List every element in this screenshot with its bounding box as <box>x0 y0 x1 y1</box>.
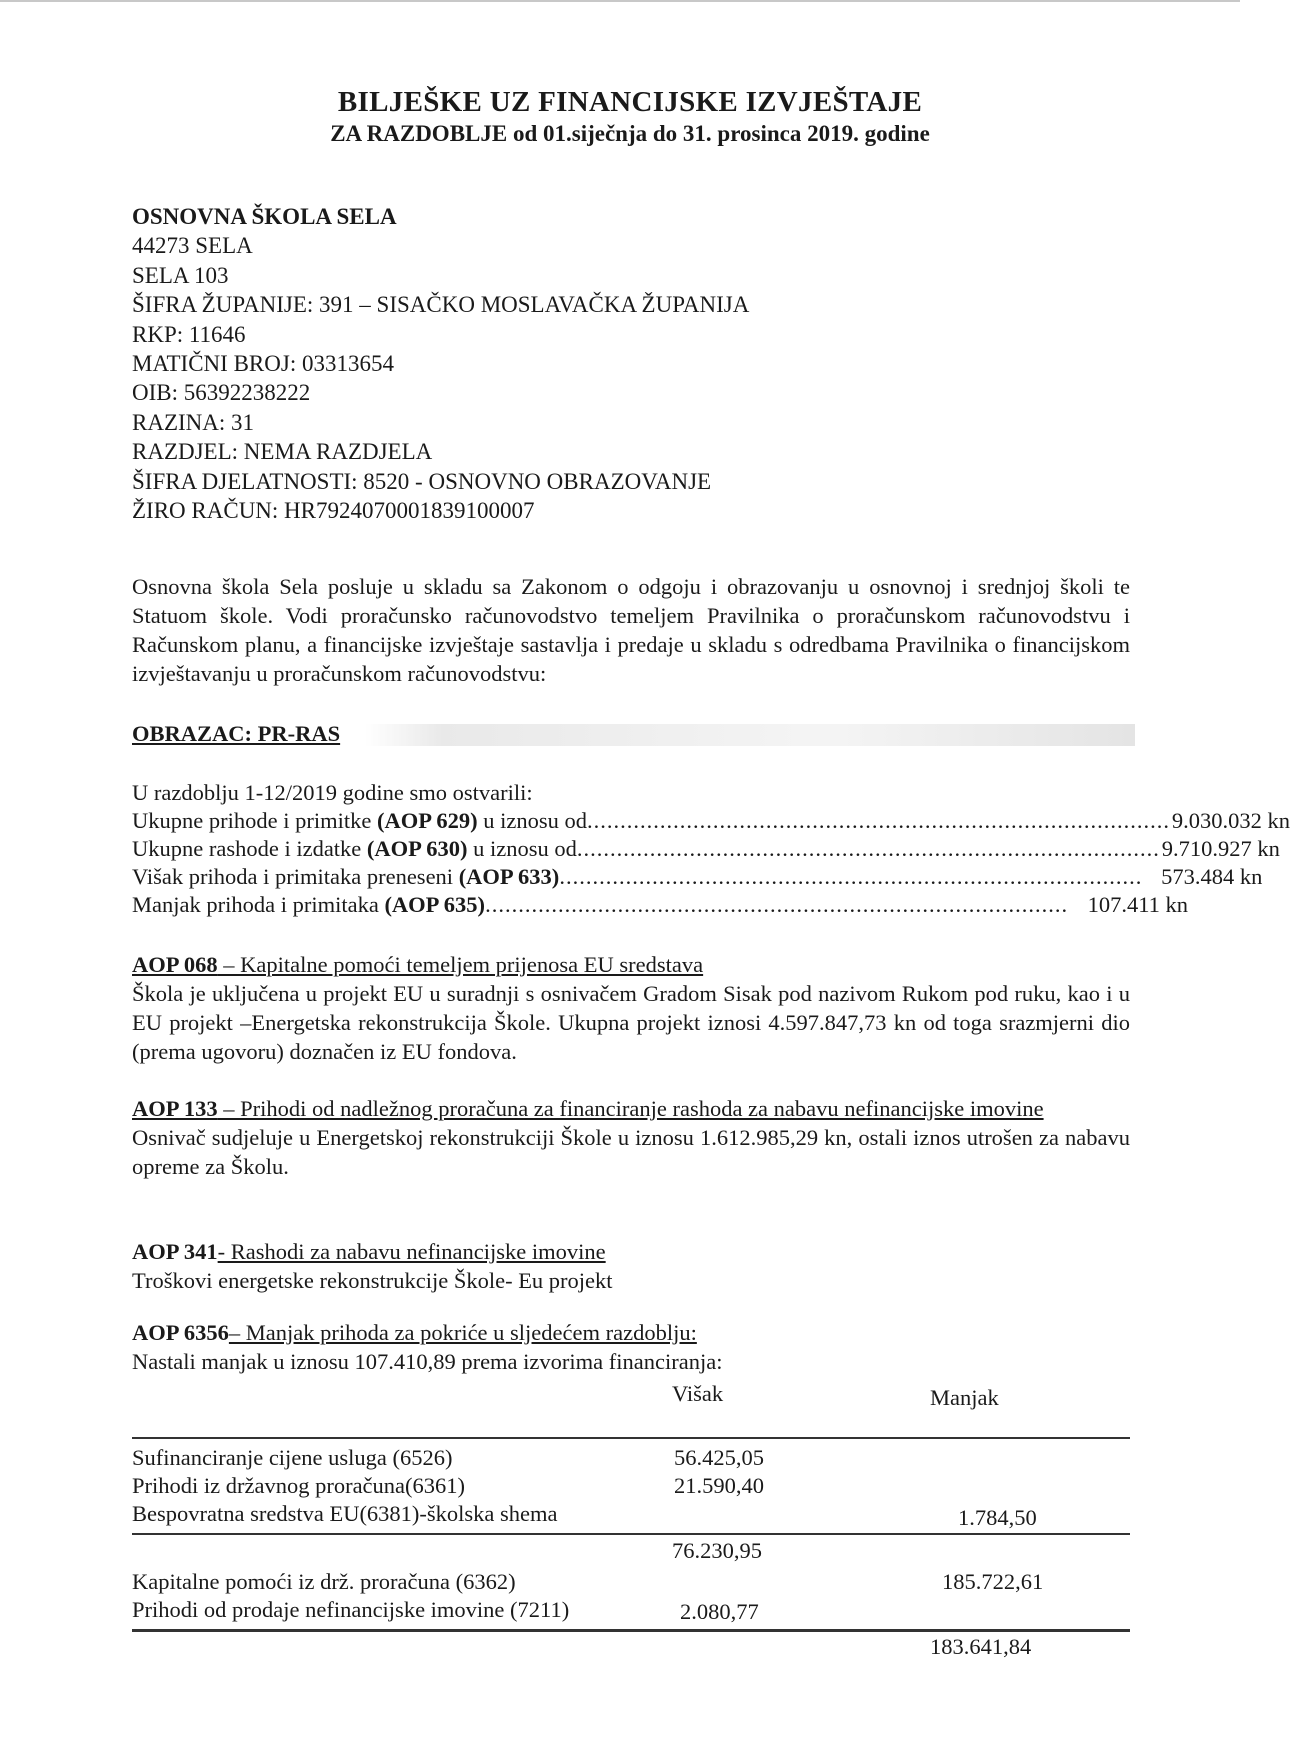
scan-smudge <box>365 724 1135 746</box>
summary-aop: (AOP 630) <box>366 836 468 861</box>
aop341-text: Troškovi energetske rekonstrukcije Škole- Eu projekt <box>132 1268 613 1293</box>
aop6356-code: AOP 6356 <box>132 1320 229 1345</box>
table-cell-manjak: 1.784,50 <box>958 1505 1037 1530</box>
dot-leader: ........................................................................................ <box>559 864 1143 889</box>
aop341-section <box>132 1237 1130 1295</box>
school-info-line: 44273 SELA <box>132 233 253 259</box>
summary-row <box>132 807 1290 835</box>
total-manjak: 183.641,84 <box>930 1634 1032 1659</box>
school-info-line: RAZINA: 31 <box>132 409 255 435</box>
dot-leader: ........................................................................................ <box>576 836 1160 861</box>
school-info-line: MATIČNI BROJ: 03313654 <box>132 351 394 377</box>
aop133-code: AOP 133 <box>132 1096 218 1121</box>
school-info-line: ŠIFRA DJELATNOSTI: 8520 - OSNOVNO OBRAZOVANJE <box>132 468 712 494</box>
summary-value: 107.411 kn <box>1087 892 1189 917</box>
intro-text: Osnovna škola Sela posluje u skladu sa Zakonom o odgoju i obrazovanju u osnovnoj i srednjoj školi te Statuom škole. Vodi proračunsko računovodstvo temeljem Pravilnika o proračunskom računovodstvu i Računskom planu, a financijske izvještaje sastavlja i predaje u skladu s odredbama Pravilnika o financijskom izvještavanju u proračunskom računovodstvu: <box>132 574 1130 686</box>
aop068-heading <box>132 950 1130 979</box>
aop133-title: – Prihodi od nadležnog proračuna za financiranje rashoda za nabavu nefinancijske imovine <box>217 1096 1044 1121</box>
summary-label-suffix: u iznosu od <box>477 808 587 833</box>
table-row-label: Prihodi iz državnog proračuna(6361) <box>132 1473 466 1498</box>
summary-label: Višak prihoda i primitaka preneseni <box>132 864 459 889</box>
table-cell-visak: 21.590,40 <box>674 1473 764 1498</box>
summary-label: Ukupne rashode i izdatke <box>132 836 367 861</box>
table-row-label: Prihodi od prodaje nefinancijske imovine (7211) <box>132 1597 570 1622</box>
col-header-manjak: Manjak <box>930 1385 999 1410</box>
subtotal-visak: 76.230,95 <box>672 1538 762 1563</box>
summary-aop: (AOP 635) <box>384 892 486 917</box>
aop068-code: AOP 068 <box>132 952 218 977</box>
table-row-label: Bespovratna sredstva EU(6381)-školska shema <box>132 1501 558 1526</box>
table-cell-manjak: 185.722,61 <box>942 1569 1044 1594</box>
aop6356-section <box>132 1318 1130 1376</box>
dot-leader: ........................................................................................ <box>586 808 1170 833</box>
summary-intro: U razdoblju 1-12/2019 godine smo ostvarili: <box>132 780 533 805</box>
summary-label: Manjak prihoda i primitaka <box>132 892 385 917</box>
aop341-heading <box>132 1237 1130 1266</box>
aop341-code: AOP 341 <box>132 1239 218 1264</box>
intro-paragraph <box>132 572 1130 688</box>
summary-label: Ukupne prihode i primitke <box>132 808 377 833</box>
aop6356-title: – Manjak prihoda za pokriće u sljedećem razdoblju: <box>228 1320 697 1345</box>
table-bottom-rule <box>132 1629 1130 1632</box>
school-info-line: RAZDJEL: NEMA RAZDJELA <box>132 439 433 465</box>
table-row-label: Kapitalne pomoći iz drž. proračuna (6362) <box>132 1569 516 1594</box>
summary-value: 9.710.927 kn <box>1161 836 1280 861</box>
document-subtitle: ZA RAZDOBLJE od 01.siječnja do 31. prosinca 2019. godine <box>330 121 930 146</box>
summary-row <box>132 835 1280 863</box>
aop068-title: – Kapitalne pomoći temeljem prijenosa EU sredstava <box>217 952 704 977</box>
aop133-text: Osnivač sudjeluje u Energetskoj rekonstrukciji Škole u iznosu 1.612.985,29 kn, ostali iznos utrošen za nabavu opreme za Školu. <box>132 1125 1130 1179</box>
summary-value: 573.484 kn <box>1161 864 1263 889</box>
summary-row <box>132 863 1263 891</box>
document-title: BILJEŠKE UZ FINANCIJSKE IZVJEŠTAJE <box>337 86 923 118</box>
page-top-edge <box>0 0 1240 2</box>
school-info-line: OIB: 56392238222 <box>132 380 311 406</box>
summary-label-suffix: u iznosu od <box>467 836 577 861</box>
school-info-block <box>132 202 749 525</box>
school-info-line: ŠIFRA ŽUPANIJE: 391 – SISAČKO MOSLAVAČKA ŽUPANIJA <box>132 292 750 318</box>
aop6356-heading <box>132 1318 1130 1347</box>
school-info-line: SELA 103 <box>132 262 229 288</box>
school-info-line: RKP: 11646 <box>132 321 246 347</box>
summary-aop: (AOP 633) <box>458 864 560 889</box>
dot-leader: ........................................................................................ <box>485 892 1069 917</box>
aop133-section <box>132 1094 1130 1181</box>
summary-row <box>132 891 1189 919</box>
school-name: OSNOVNA ŠKOLA SELA <box>132 204 397 229</box>
table-row-label: Sufinanciranje cijene usluga (6526) <box>132 1445 453 1470</box>
aop341-title: - Rashodi za nabavu nefinancijske imovine <box>217 1239 606 1264</box>
summary-value: 9.030.032 kn <box>1171 808 1290 833</box>
col-header-visak: Višak <box>672 1381 724 1406</box>
summary-block <box>132 779 1290 919</box>
school-info-line: ŽIRO RAČUN: HR7924070001839100007 <box>132 498 535 524</box>
aop133-heading <box>132 1094 1130 1123</box>
table-cell-visak: 56.425,05 <box>674 1445 764 1470</box>
aop6356-text: Nastali manjak u iznosu 107.410,89 prema izvorima financiranja: <box>132 1349 723 1374</box>
summary-aop: (AOP 629) <box>376 808 478 833</box>
table-mid-rule <box>132 1533 1130 1535</box>
aop068-text: Škola je uključena u projekt EU u suradnji s osnivačem Gradom Sisak pod nazivom Rukom pod ruku, kao i u EU projekt –Energetska rekonstrukcija Škole. Ukupna projekt iznosi 4.597.847,73 kn od toga srazmjerni dio (prema ugovoru) doznačen iz EU fondova. <box>132 981 1130 1064</box>
table-cell-visak: 2.080,77 <box>680 1599 759 1624</box>
aop068-section <box>132 950 1130 1066</box>
form-heading: OBRAZAC: PR-RAS <box>132 721 341 746</box>
table-top-rule <box>132 1437 1130 1439</box>
